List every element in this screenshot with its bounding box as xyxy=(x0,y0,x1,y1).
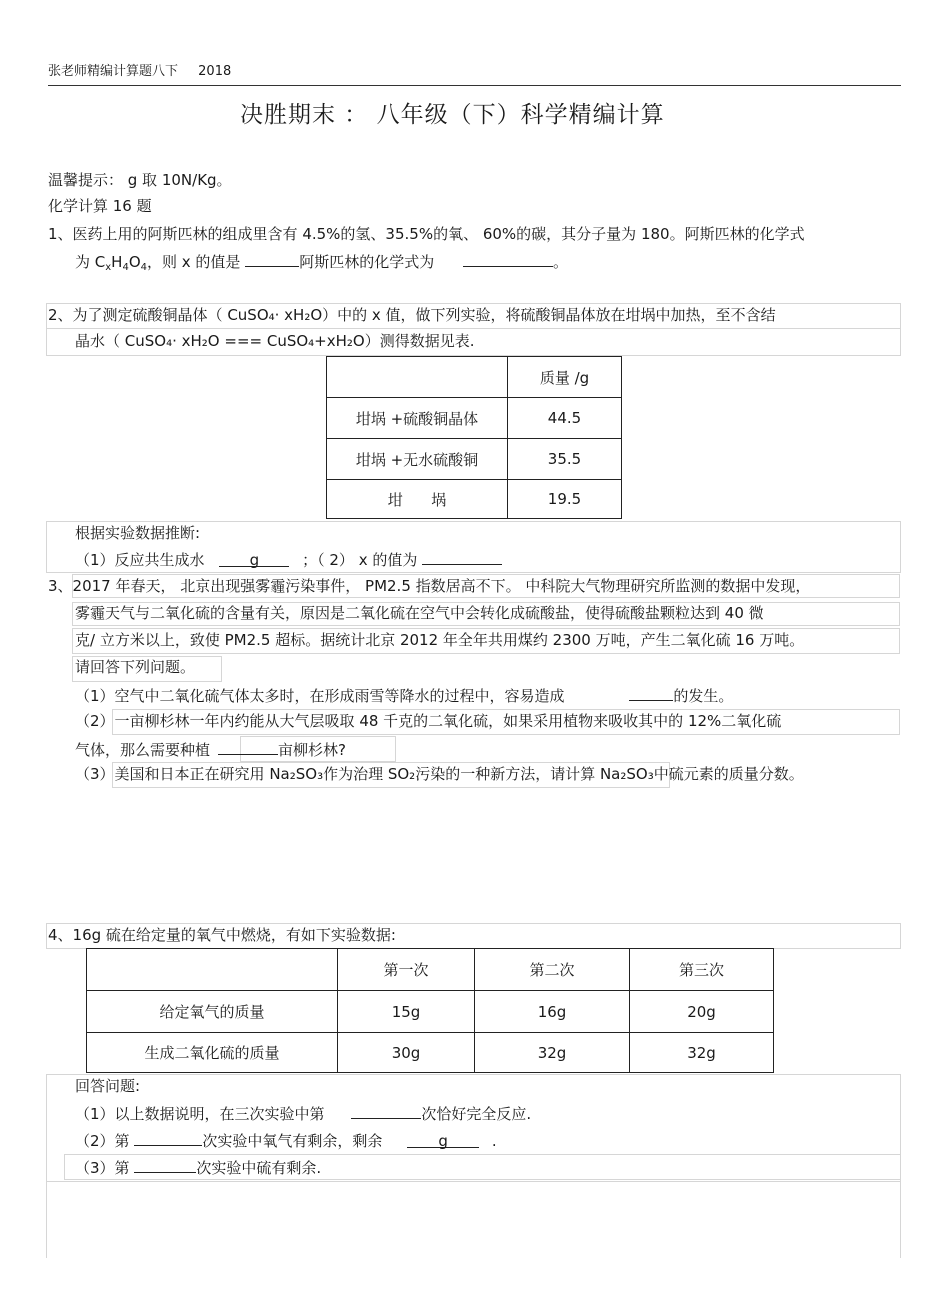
q3-line1: 3、2017 年春天， 北京出现强雾霾污染事件， PM2.5 指数居高不下。 中科院大气物理研究所监测的数据中发现， xyxy=(48,577,811,595)
q2-line1: 2、为了测定硫酸铜晶体（ CuSO₄· xH₂O）中的 x 值，做下列实验，将硫酸铜晶体放在坩埚中加热，至不含结 xyxy=(48,306,776,324)
q1-line2: 为 $C_xH_4O_4$，则 x 的值是 阿斯匹林的化学式为 。 xyxy=(75,250,568,272)
table-row: 给定氧气的质量 15g 16g 20g xyxy=(87,991,774,1033)
q4-answer3: （3）第 次实验中硫有剩余. xyxy=(75,1156,321,1178)
q4-line1: 4、16g 硫在给定量的氧气中燃烧，有如下实验数据: xyxy=(48,926,396,944)
table-row: 坩 埚 19.5 xyxy=(327,480,622,519)
q2-water-blank[interactable]: g xyxy=(219,550,289,567)
q3-line4: 请回答下列问题。 xyxy=(75,658,196,676)
q3-phenomenon-blank[interactable] xyxy=(629,684,673,701)
q2-after2: （1）反应共生成水 g ；（ 2） x 的值为 xyxy=(75,548,502,570)
table-row: 第一次 第二次 第三次 xyxy=(87,949,774,991)
q3-part2-line1: （2）一亩柳杉林一年内约能从大气层吸取 48 千克的二氧化硫，如果采用植物来吸收其中的 12%二氧化硫 xyxy=(75,712,782,730)
table-row: 坩埚 +无水硫酸铜 35.5 xyxy=(327,439,622,480)
q2-data-table xyxy=(326,356,622,519)
q1-answer-x-blank[interactable] xyxy=(245,250,299,267)
q4-answer1: （1）以上数据说明，在三次实验中第 次恰好完全反应. xyxy=(75,1102,531,1124)
q3-part3: （3）美国和日本正在研究用 Na₂SO₃作为治理 SO₂污染的一种新方法，请计算 Na₂SO₃中硫元素的质量分数。 xyxy=(75,765,804,783)
q2-x-blank[interactable] xyxy=(422,548,502,565)
page-bottom-frame xyxy=(46,1181,901,1258)
header-left: 张老师精编计算题八下 2018 xyxy=(48,64,232,79)
q4-answer-title: 回答问题: xyxy=(75,1077,141,1095)
table-row: 生成二氧化硫的质量 30g 32g 32g xyxy=(87,1033,774,1073)
page-title: 决胜期末 ： 八年级（下）科学精编计算 xyxy=(240,102,665,128)
header-rule xyxy=(48,85,901,86)
q1-line1: 1、医药上用的阿斯匹林的组成里含有 4.5%的氢、35.5%的氧、 60%的碳，其分子量为 180。阿斯匹林的化学式 xyxy=(48,225,805,243)
q2-line2: 晶水（ CuSO₄· xH₂O === CuSO₄+xH₂O）测得数据见表. xyxy=(75,332,475,350)
hint-text: 温馨提示： g 取 10N/Kg。 xyxy=(48,171,232,189)
q4-remaining-blank[interactable]: g xyxy=(407,1131,479,1148)
table-row: 质量 /g xyxy=(327,357,622,398)
section-label: 化学计算 16 题 xyxy=(48,197,152,215)
q4-oxygen-blank[interactable] xyxy=(134,1129,202,1146)
q3-line2: 雾霾天气与二氧化硫的含量有关，原因是二氧化硫在空气中会转化成硫酸盐，使得硫酸盐颗粒达到 40 微 xyxy=(75,604,764,622)
q4-complete-blank[interactable] xyxy=(351,1102,421,1119)
q3-acres-blank[interactable] xyxy=(218,738,278,755)
q2-after1: 根据实验数据推断: xyxy=(75,524,201,542)
q3-line3: 克/ 立方米以上，致使 PM2.5 超标。据统计北京 2012 年全年共用煤约 2300 万吨，产生二氧化硫 16 万吨。 xyxy=(75,631,805,649)
q4-answer2: （2）第 次实验中氧气有剩余，剩余 g . xyxy=(75,1129,497,1151)
q4-data-table xyxy=(86,948,774,1073)
q1-answer-formula-blank[interactable] xyxy=(463,250,553,267)
q3-part1: （1）空气中二氧化硫气体太多时，在形成雨雪等降水的过程中，容易造成 的发生。 xyxy=(75,684,733,706)
table-row: 坩埚 +硫酸铜晶体 44.5 xyxy=(327,398,622,439)
q3-part2-line2: 气体，那么需要种植 亩柳杉林? xyxy=(75,738,346,760)
q4-sulfur-blank[interactable] xyxy=(134,1156,196,1173)
